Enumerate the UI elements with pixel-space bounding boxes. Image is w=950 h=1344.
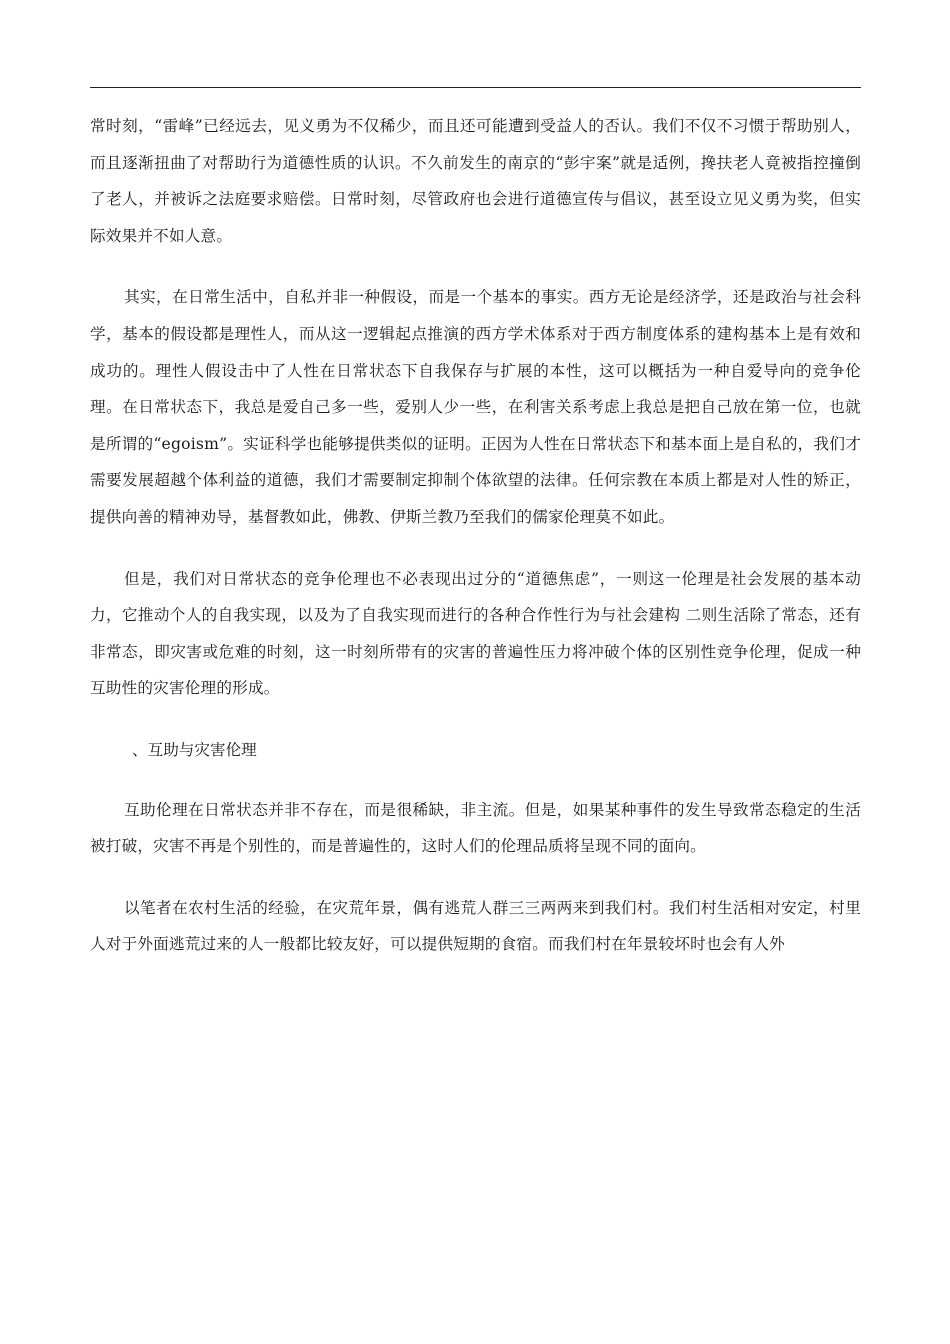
paragraph-4: 互助伦理在日常状态并非不存在，而是很稀缺，非主流。但是，如果某种事件的发生导致常态稳定的生活被打破，灾害不再是个别性的，而是普遍性的，这时人们的伦理品质将呈现不同的面向。 [90,800,861,856]
section-heading: 、互助与灾害伦理 [132,740,257,759]
paragraph-2: 其实，在日常生活中，自私并非一种假设，而是一个基本的事实。西方无论是经济学，还是政治与社会科学，基本的假设都是理性人，而从这一逻辑起点推演的西方学术体系对于西方制度体系的建构基本上是有效和成功的。理性人假设击中了人性在日常状态下自我保存与扩展的本性，这可以概括为一种自爱导向的竞争伦理。在日常状态下，我总是爱自己多一些，爱别人少一些，在利害关系考虑上我总是把自己放在第一位，也就是所谓的“egoism”。实证科学也能够提供类似的证明。正因为人性在日常状态下和基本面上是自私的，我们才需要发展超越个体利益的道德，我们才需要制定抑制个体欲望的法律。任何宗教在本质上都是对人性的矫正，提供向善的精神劝导，基督教如此，佛教、伊斯兰教乃至我们的儒家伦理莫不如此。 [90,288,861,526]
paragraph-3: 但是，我们对日常状态的竞争伦理也不必表现出过分的“道德焦虑”，一则这一伦理是社会发展的基本动力，它推动个人的自我实现，以及为了自我实现而进行的各种合作性行为与社会建构 二则生活除了常态，还有非常态，即灾害或危难的时刻，这一时刻所带有的灾害的普遍性压力将冲破个体的区别性竞争伦理，促成一种互助性的灾害伦理的形成。 [90,569,861,698]
header-rule [90,87,861,88]
paragraph-5: 以笔者在农村生活的经验，在灾荒年景，偶有逃荒人群三三两两来到我们村。我们村生活相对安定，村里人对于外面逃荒过来的人一般都比较友好，可以提供短期的食宿。而我们村在年景较坏时也会有人外 [90,898,861,954]
paragraph-1: 常时刻，“雷峰”已经远去，见义勇为不仅稀少，而且还可能遭到受益人的否认。我们不仅不习惯于帮助别人，而且逐渐扭曲了对帮助行为道德性质的认识。不久前发生的南京的“彭宇案”就是适例，搀扶老人竟被指控撞倒了老人，并被诉之法庭要求赔偿。日常时刻，尽管政府也会进行道德宣传与倡议，甚至设立见义勇为奖，但实际效果并不如人意。 [90,117,861,245]
document-body [90,108,861,988]
